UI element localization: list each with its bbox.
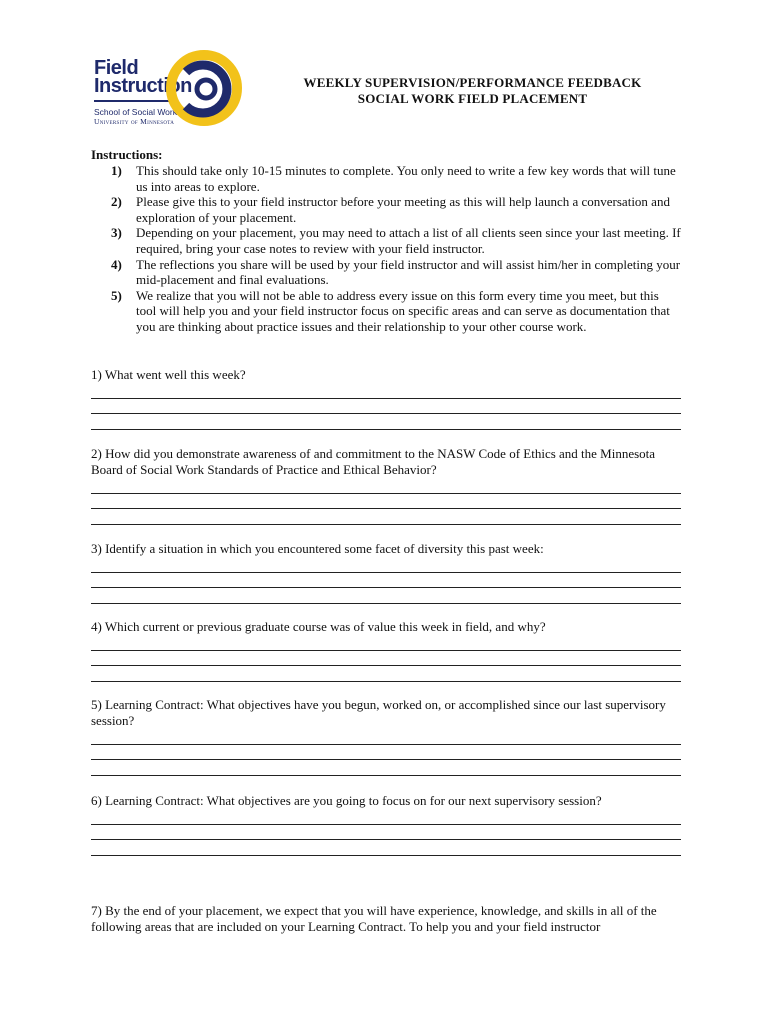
question-2: 2) How did you demonstrate awareness of and commitment to the NASW Code of Ethics and the Minnesota Board of Social Work Standards of Practice and Ethical Behavior?: [91, 446, 656, 477]
instruction-item: [91, 257, 681, 288]
instruction-text: This should take only 10-15 minutes to complete. You only need to write a few key words that will tune us into areas to explore.: [136, 163, 676, 194]
answer-line[interactable]: [91, 840, 681, 856]
answer-line[interactable]: [91, 414, 681, 430]
answer-line[interactable]: [91, 635, 681, 651]
instruction-text: We realize that you will not be able to address every issue on this form every time you meet, but this tool will help you and your field instructor focus on specific areas and can serve as documentation that you are thinking about practice issues and their relationship to your other course work.: [136, 287, 670, 334]
instruction-text: The reflections you share will be used by your field instructor and will assist him/her in completing your mid-placement and final evaluations.: [136, 256, 681, 288]
answer-line[interactable]: [91, 666, 681, 682]
answer-line[interactable]: [91, 729, 681, 745]
question-6: 6) Learning Contract: What objectives are you going to focus on for our next supervisory session?: [91, 793, 602, 808]
answer-lines-5[interactable]: [91, 729, 681, 776]
answer-line[interactable]: [91, 509, 681, 525]
instruction-item: [91, 225, 681, 256]
instruction-text: Please give this to your field instructor before your meeting as this will help launch a conversation and exploration of your placement.: [136, 194, 670, 225]
answer-line[interactable]: [91, 588, 681, 604]
instruction-item: [91, 163, 681, 194]
logo-word-instruction: Instruction: [94, 75, 192, 97]
answer-line[interactable]: [91, 745, 681, 761]
answer-lines-3[interactable]: [91, 557, 681, 604]
instructions-list: [91, 163, 681, 335]
answer-line[interactable]: [91, 494, 681, 510]
instruction-number: 4): [111, 256, 122, 272]
question-4: 4) Which current or previous graduate course was of value this week in field, and why?: [91, 619, 546, 634]
form-title-line-2: SOCIAL WORK FIELD PLACEMENT: [357, 91, 588, 106]
question-5: 5) Learning Contract: What objectives have you begun, worked on, or accomplished since our last supervisory session?: [91, 697, 666, 728]
answer-lines-1[interactable]: [91, 383, 681, 430]
answer-line[interactable]: [91, 383, 681, 399]
answer-line[interactable]: [91, 760, 681, 776]
answer-line[interactable]: [91, 825, 681, 841]
answer-line[interactable]: [91, 809, 681, 825]
logo-university-name: University of Minnesota: [94, 117, 175, 126]
answer-lines-6[interactable]: [91, 809, 681, 856]
instruction-item: [91, 194, 681, 225]
answer-line[interactable]: [91, 651, 681, 667]
question-3: 3) Identify a situation in which you encountered some facet of diversity this past week:: [91, 541, 544, 556]
form-title-line-1: WEEKLY SUPERVISION/PERFORMANCE FEEDBACK: [303, 75, 642, 90]
instruction-item: [91, 288, 681, 335]
instruction-text: Depending on your placement, you may need to attach a list of all clients seen since your last meeting. If required, bring your case notes to review with your field instructor.: [136, 225, 681, 256]
answer-lines-4[interactable]: [91, 635, 681, 682]
instruction-number: 3): [111, 225, 122, 241]
logo-school-name: School of Social Work: [94, 107, 177, 117]
logo-circle-emblem-icon: [166, 46, 246, 132]
answer-line[interactable]: [91, 399, 681, 415]
answer-line[interactable]: [91, 478, 681, 494]
instruction-number: 2): [111, 194, 122, 210]
logo-word-field: Field: [94, 57, 139, 79]
question-1: 1) What went well this week?: [91, 367, 246, 382]
instruction-number: 1): [111, 163, 122, 178]
instruction-number: 5): [111, 287, 122, 303]
field-instruction-logo: [88, 46, 248, 134]
answer-line[interactable]: [91, 557, 681, 573]
instructions-heading: Instructions:: [91, 147, 163, 162]
question-7: 7) By the end of your placement, we expect that you will have experience, knowledge, and skills in all of the following areas that are included on your Learning Contract. To help you and your field instructor: [91, 903, 657, 934]
answer-lines-2[interactable]: [91, 478, 681, 525]
answer-line[interactable]: [91, 573, 681, 589]
